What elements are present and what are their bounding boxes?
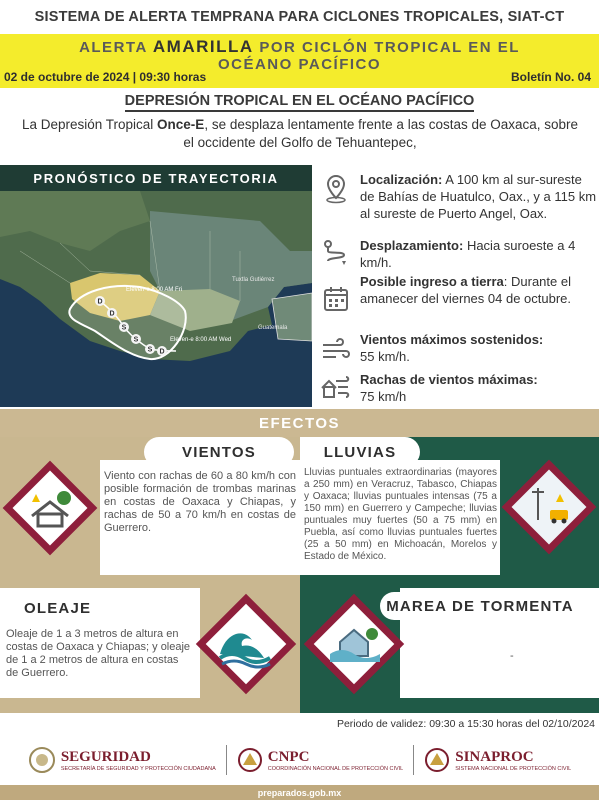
landfall-label: Posible ingreso a tierra — [360, 274, 504, 289]
footer-url[interactable]: preparados.gob.mx — [0, 785, 599, 800]
validity-period: Periodo de validez: 09:30 a 15:30 horas del 02/10/2024 — [336, 718, 595, 730]
sustained-winds-value: 55 km/h. — [360, 349, 410, 364]
map-label-tuxtla: Tuxtla Gutiérrez — [232, 277, 275, 283]
bulletin-number: Boletín No. 04 — [510, 70, 591, 84]
event-heading: DEPRESIÓN TROPICAL EN EL OCÉANO PACÍFICO — [0, 92, 599, 110]
civil-protection-icon — [237, 747, 263, 773]
alert-suffix: POR CICLÓN TROPICAL EN EL OCÉANO PACÍFICO — [217, 39, 520, 73]
surge-text: - — [510, 650, 514, 662]
movement-value: Hacia suroeste a 4 km/h. — [360, 238, 576, 270]
location-label: Localización: — [360, 172, 443, 187]
alert-date-time: 02 de octubre de 2024 | 09:30 horas — [4, 70, 207, 84]
rain-title: LLUVIAS — [300, 437, 420, 467]
winds-title: VIENTOS — [144, 437, 294, 467]
info-sustained-winds — [318, 329, 599, 365]
sinaproc-icon — [424, 747, 450, 773]
location-value: A 100 km al sur-sureste de Bahías de Huatulco, Oax., y a 115 km al sureste de Puerto Angel, Oax. — [360, 172, 597, 221]
alert-bar — [0, 34, 599, 88]
map-heading: PRONÓSTICO DE TRAYECTORIA — [0, 165, 312, 191]
alert-title — [0, 38, 599, 73]
map-label-guatemala: Guatemala — [258, 325, 288, 331]
validity-bar — [0, 713, 599, 735]
location-pin-icon — [320, 173, 352, 205]
gust-icon — [320, 371, 352, 403]
map-graphic — [0, 191, 312, 407]
landfall-value: : Durante el amanecer del viernes 04 de octubre. — [360, 274, 572, 306]
info-movement — [318, 235, 599, 273]
storm-surge-warning-icon — [302, 592, 406, 696]
route-icon — [320, 237, 352, 269]
map-label-pos2: Eleven-e 8:00 AM Wed — [170, 337, 232, 343]
track-point: S — [121, 324, 127, 332]
footer-logos — [0, 735, 599, 785]
waves-title: OLEAJE — [10, 594, 130, 622]
alert-level: AMARILLA — [152, 37, 254, 56]
rain-warning-icon — [500, 458, 598, 556]
alert-prefix: ALERTA — [79, 39, 148, 56]
track-point: D — [159, 348, 165, 356]
wind-icon — [320, 333, 352, 365]
storm-name: Once-E — [157, 117, 205, 132]
logo-sinaproc: SINAPROC SISTEMA NACIONAL DE PROTECCIÓN CIVIL — [424, 747, 571, 773]
surge-title: MAREA DE TORMENTA — [380, 592, 580, 620]
track-point: D — [109, 310, 115, 318]
winds-text: Viento con rachas de 60 a 80 km/h con posible formación de trombas marinas en costas de Oaxaca y Chiapas, y rachas de 50 a 70 km/h en costas de Guerrero. — [104, 470, 296, 534]
gusts-label: Rachas de vientos máximas: — [360, 372, 538, 387]
forecast-track-map — [0, 165, 312, 407]
waves-warning-icon — [194, 592, 298, 696]
system-title-bar — [0, 0, 599, 34]
system-title: SISTEMA DE ALERTA TEMPRANA PARA CICLONES TROPICALES, SIAT-CT — [34, 9, 565, 25]
track-point: S — [133, 336, 139, 344]
info-location — [318, 169, 599, 237]
map-label-pos1: Eleven-e 8:00 AM Fri — [126, 287, 183, 293]
calendar-icon — [320, 283, 352, 315]
info-landfall — [318, 273, 599, 327]
storm-info-panel — [318, 165, 599, 407]
rain-text: Lluvias puntuales extraordinarias (mayores a 250 mm) en Veracruz, Tabasco, Chiapas y Oaxaca; lluvias puntuales intensas (75 a 150 mm) en Guerrero y Campeche; lluvias puntuales muy fuertes (50 a 75 mm) en Puebla, así como lluvias puntuales fuertes (25 a 50 mm) en Michoacán, Morelos y Estado de México. — [304, 467, 497, 562]
waves-text: Oleaje de 1 a 3 metros de altura en costas de Oaxaca y Chiapas; y oleaje de 1 a 2 metros de altura en costas de Guerrero. — [6, 628, 191, 679]
gusts-value: 75 km/h — [360, 389, 407, 404]
logo-seguridad: SEGURIDAD SECRETARÍA DE SEGURIDAD Y PROTECCIÓN CIUDADANA — [28, 746, 216, 774]
event-intro: La Depresión Tropical Once-E, se desplaza lentamente frente a las costas de Oaxaca, sobre el occidente del Golfo de Tehuantepec, — [21, 117, 579, 150]
info-gusts — [318, 369, 599, 405]
effects-heading: EFECTOS — [0, 409, 599, 437]
sustained-winds-label: Vientos máximos sostenidos: — [360, 332, 544, 347]
movement-label: Desplazamiento: — [360, 238, 464, 253]
track-point: S — [147, 346, 153, 354]
logo-cnpc: CNPC COORDINACIÓN NACIONAL DE PROTECCIÓN CIVIL — [237, 747, 403, 773]
track-point: D — [97, 298, 103, 306]
wind-warning-icon — [2, 460, 98, 556]
seal-icon — [28, 746, 56, 774]
